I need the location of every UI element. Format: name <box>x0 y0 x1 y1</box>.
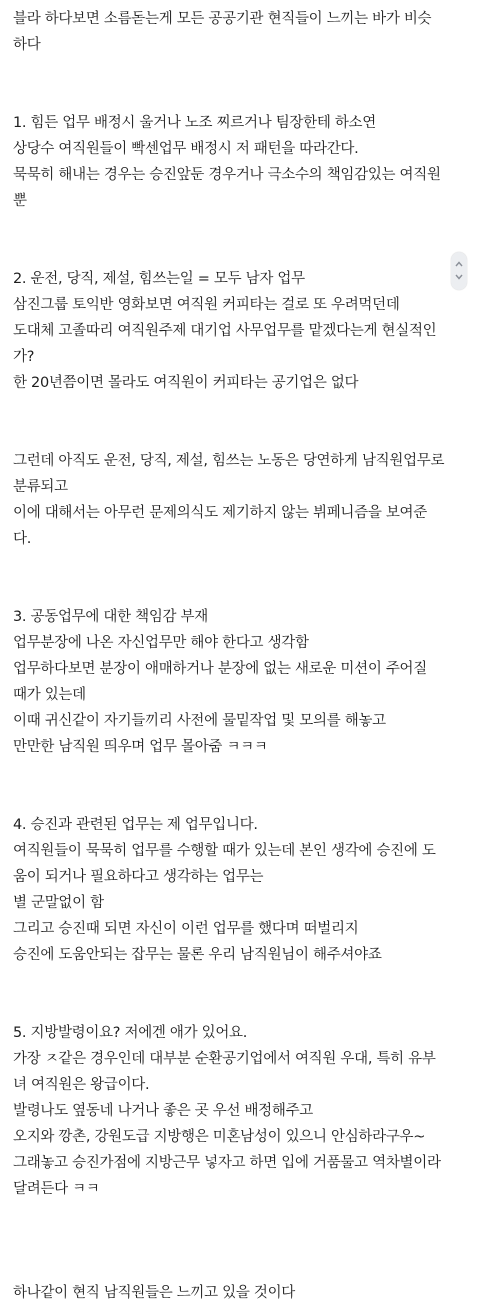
intro-paragraph <box>13 6 473 58</box>
chevron-down-icon[interactable] <box>455 274 463 280</box>
text-line: 블라 하다보면 소름돋는게 모든 공공기관 현직들이 느끼는 바가 비슷 <box>13 11 432 27</box>
text-line: 여직원들이 묵묵히 업무를 수행할 때가 있는데 본인 생각에 승진에 도 <box>13 843 436 859</box>
section-heading: 1. 힘든 업무 배정시 울거나 노조 찌르거나 팀장한테 하소연 <box>13 115 376 131</box>
text-line: 별 군말없이 함 <box>13 895 104 911</box>
text-line: 가? <box>13 349 35 365</box>
section-heading: 4. 승진과 관련된 업무는 제 업무입니다. <box>13 817 258 833</box>
text-line: 뿐 <box>13 193 27 209</box>
text-line: 하다 <box>13 37 41 53</box>
text-line: 그래놓고 승진가점에 지방근무 넣자고 하면 입에 거품물고 역차별이라 <box>13 1155 441 1171</box>
section-heading: 3. 공동업무에 대한 책임감 부재 <box>13 609 208 625</box>
text-line: 다. <box>13 531 32 547</box>
chevron-up-icon[interactable] <box>455 261 463 267</box>
section-1 <box>13 110 473 214</box>
text-line: 움이 되거나 필요하다고 생각하는 업무는 <box>13 869 264 885</box>
section-heading: 2. 운전, 당직, 제설, 힘쓰는일 = 모두 남자 업무 <box>13 271 305 287</box>
section-2 <box>13 266 473 552</box>
text-line: 발령나도 옆동네 나거나 좋은 곳 우선 배정해주고 <box>13 1103 313 1119</box>
closing-paragraph <box>13 1280 473 1306</box>
text-line: 하나같이 현직 남직원들은 느끼고 있을 것이다 <box>13 1285 295 1301</box>
text-line: 만만한 남직원 띄우며 업무 몰아줌 ㅋㅋㅋ <box>13 739 268 755</box>
text-line: 삼진그룹 토익반 영화보면 여직원 커피타는 걸로 또 우려먹던데 <box>13 297 400 313</box>
text-line: 한 20년쯤이면 몰라도 여직원이 커피타는 공기업은 없다 <box>13 375 359 391</box>
section-3 <box>13 604 473 760</box>
text-line: 업무분장에 나온 자신업무만 해야 한다고 생각함 <box>13 635 309 651</box>
section-heading: 5. 지방발령이요? 저에겐 애가 있어요. <box>13 1025 248 1041</box>
post-body <box>13 6 473 1306</box>
text-line: 가장 ㅈ같은 경우인데 대부분 순환공기업에서 여직원 우대, 특히 유부 <box>13 1051 436 1067</box>
text-line: 도대체 고졸따리 여직원주제 대기업 사무업무를 맡겠다는게 현실적인 <box>13 323 437 339</box>
section-5 <box>13 1020 473 1202</box>
text-line: 업무하다보면 분장이 애매하거나 분장에 없는 새로운 미션이 주어질 <box>13 661 427 677</box>
section-4 <box>13 812 473 968</box>
text-line: 때가 있는데 <box>13 687 86 703</box>
text-line: 그런데 아직도 운전, 당직, 제설, 힘쓰는 노동은 당연하게 남직원업무로 <box>13 453 445 469</box>
text-line: 승진에 도움안되는 잡무는 물론 우리 남직원님이 해주셔야죠 <box>13 947 382 963</box>
text-line: 녀 여직원은 왕급이다. <box>13 1077 150 1093</box>
text-line: 상당수 여직원들이 빡센업무 배정시 저 패턴을 따라간다. <box>13 141 359 157</box>
text-line: 분류되고 <box>13 479 68 495</box>
text-line: 이때 귀신같이 자기들끼리 사전에 물밑작업 및 모의를 해놓고 <box>13 713 386 729</box>
text-line: 이에 대해서는 아무런 문제의식도 제기하지 않는 뷔페니즘을 보여준 <box>13 505 427 521</box>
scroll-control[interactable] <box>451 252 467 290</box>
text-line: 그리고 승진때 되면 자신이 이런 업무를 했다며 떠벌리지 <box>13 921 359 937</box>
text-line: 오지와 깡촌, 강원도급 지방행은 미혼남성이 있으니 안심하라구우~ <box>13 1129 426 1145</box>
text-line: 달려든다 ㅋㅋ <box>13 1181 100 1197</box>
text-line: 묵묵히 해내는 경우는 승진앞둔 경우거나 극소수의 책임감있는 여직원 <box>13 167 441 183</box>
